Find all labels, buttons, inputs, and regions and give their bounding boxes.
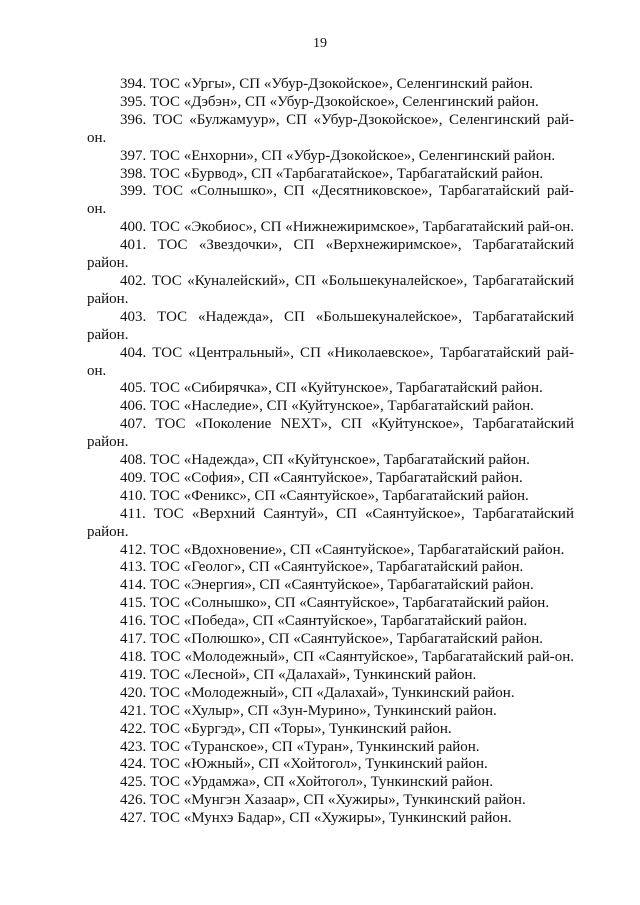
entry-list xyxy=(87,76,574,828)
list-item: 417. ТОС «Полюшко», СП «Саянтуйское», Тарбагатайский район. xyxy=(120,631,544,648)
list-item: 404. ТОС «Центральный», СП «Николаевское», Тарбагатайский рай-он. xyxy=(87,344,574,379)
list-item: 411. ТОС «Верхний Саянтуй», СП «Саянтуйское», Тарбагатайский район. xyxy=(87,505,574,540)
list-item: 426. ТОС «Мунгэн Хазаар», СП «Хужиры», Тункинский район. xyxy=(120,792,526,809)
list-item: 406. ТОС «Наследие», СП «Куйтунское», Тарбагатайский район. xyxy=(120,398,534,415)
list-item: 416. ТОС «Победа», СП «Саянтуйское», Тарбагатайский район. xyxy=(120,613,528,630)
list-item: 395. ТОС «Дэбэн», СП «Убур-Дзокойское», Селенгинский район. xyxy=(120,93,539,110)
list-item: 400. ТОС «Экобиос», СП «Нижнежиримское», Тарбагатайский рай-он. xyxy=(120,219,574,236)
list-item: 394. ТОС «Ургы», СП «Убур-Дзокойское», Селенгинский район. xyxy=(120,76,534,92)
list-item: 397. ТОС «Енхорни», СП «Убур-Дзокойское», Селенгинский район. xyxy=(120,147,556,164)
list-item: 399. ТОС «Солнышко», СП «Десятниковское», Тарбагатайский рай-он. xyxy=(87,183,574,218)
list-item: 413. ТОС «Геолог», СП «Саянтуйское», Тарбагатайский район. xyxy=(120,559,524,576)
list-item: 415. ТОС «Солнышко», СП «Саянтуйское», Тарбагатайский район. xyxy=(120,595,550,612)
list-item: 412. ТОС «Вдохновение», СП «Саянтуйское», Тарбагатайский район. xyxy=(120,541,565,558)
list-item: 407. ТОС «Поколение NEXT», СП «Куйтунское», Тарбагатайский район. xyxy=(87,416,574,451)
list-item: 427. ТОС «Мунхэ Бадар», СП «Хужиры», Тункинский район. xyxy=(120,810,512,827)
list-item: 423. ТОС «Туранское», СП «Туран», Тункинский район. xyxy=(120,738,480,755)
list-item: 420. ТОС «Молодежный», СП «Далахай», Тункинский район. xyxy=(120,684,515,701)
list-item: 403. ТОС «Надежда», СП «Большекуналейское», Тарбагатайский район. xyxy=(87,308,574,343)
list-item: 408. ТОС «Надежда», СП «Куйтунское», Тарбагатайский район. xyxy=(120,452,530,469)
list-item: 410. ТОС «Феникс», СП «Саянтуйское», Тарбагатайский район. xyxy=(120,487,529,504)
list-item: 402. ТОС «Куналейский», СП «Большекуналейское», Тарбагатайский район. xyxy=(87,272,574,307)
list-item: 422. ТОС «Бургэд», СП «Торы», Тункинский район. xyxy=(120,720,452,737)
page-number: 19 xyxy=(313,36,327,51)
list-item: 418. ТОС «Молодежный», СП «Саянтуйское», Тарбагатайский рай-он. xyxy=(120,649,574,665)
list-item: 421. ТОС «Хулыр», СП «Зун-Мурино», Тункинский район. xyxy=(120,702,497,719)
list-item: 405. ТОС «Сибирячка», СП «Куйтунское», Тарбагатайский район. xyxy=(120,380,543,397)
list-item: 424. ТОС «Южный», СП «Хойтогол», Тункинский район. xyxy=(120,756,488,773)
list-item: 425. ТОС «Урдамжа», СП «Хойтогол», Тункинский район. xyxy=(120,774,494,791)
list-item: 409. ТОС «София», СП «Саянтуйское», Тарбагатайский район. xyxy=(120,469,523,486)
list-item: 396. ТОС «Булжамуур», СП «Убур-Дзокойское», Селенгинский рай-он. xyxy=(87,111,574,146)
list-item: 414. ТОС «Энергия», СП «Саянтуйское», Тарбагатайский район. xyxy=(120,577,534,594)
list-item: 419. ТОС «Лесной», СП «Далахай», Тункинский район. xyxy=(120,666,477,683)
list-item: 401. ТОС «Звездочки», СП «Верхнежиримское», Тарбагатайский район. xyxy=(87,237,574,272)
list-item: 398. ТОС «Бурвод», СП «Тарбагатайское», Тарбагатайский район. xyxy=(120,165,544,182)
